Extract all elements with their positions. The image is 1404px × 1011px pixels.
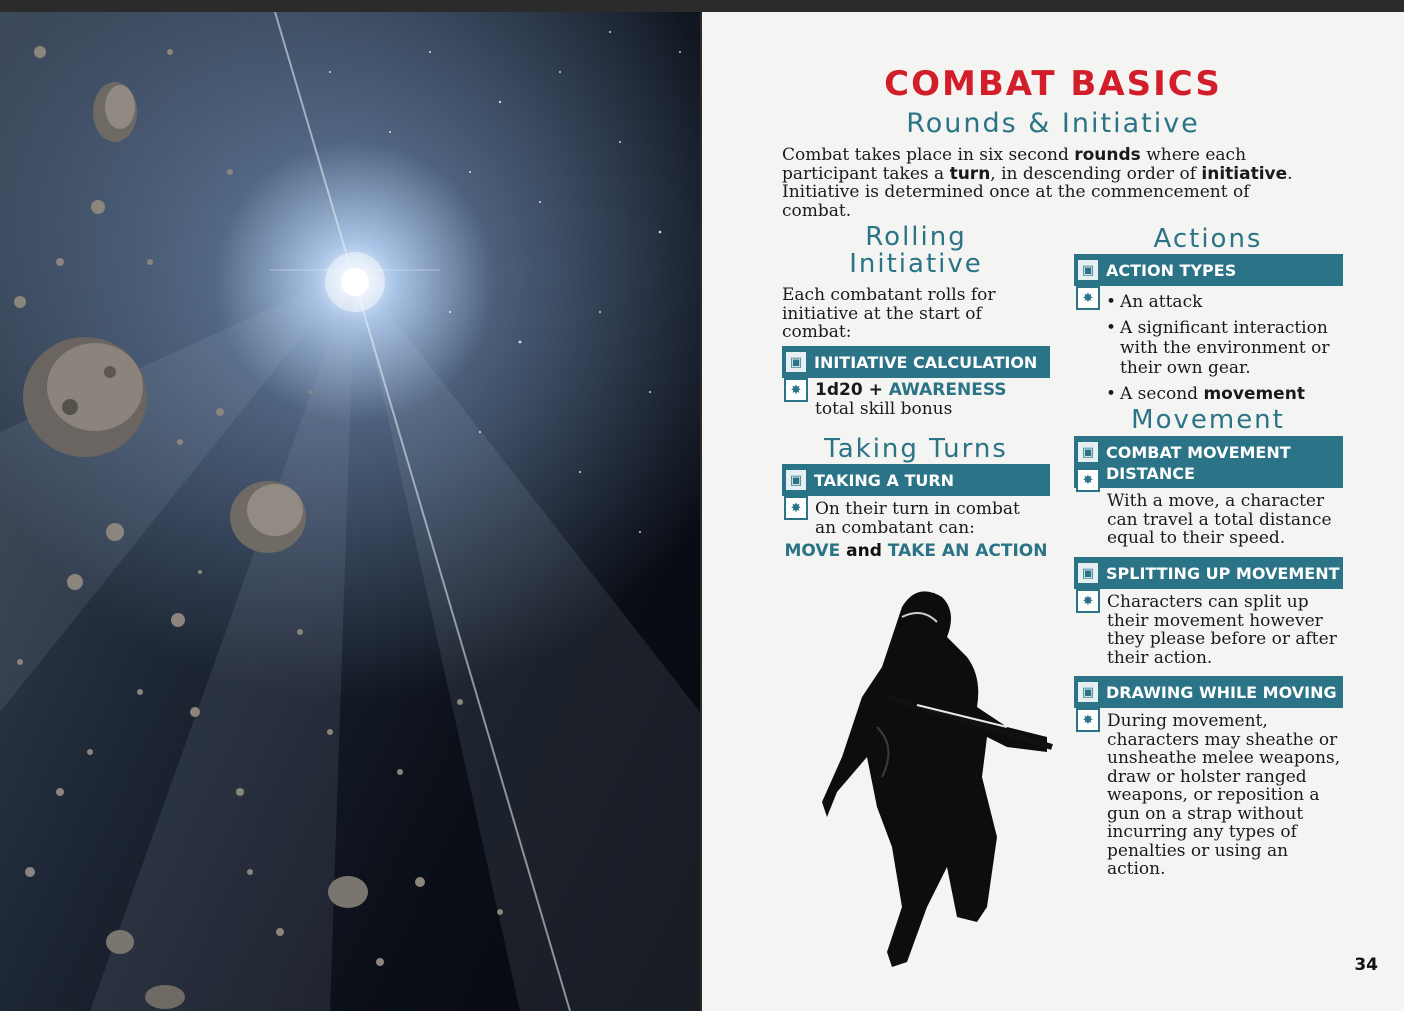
drawing-while-moving-banner: DRAWING WHILE MOVING — [1074, 676, 1343, 708]
burst-icon: ✸ — [784, 496, 808, 520]
asteroid — [93, 82, 137, 142]
soldier-illustration — [807, 577, 1057, 977]
list-item-term: movement — [1203, 384, 1305, 404]
section-heading-actions: Actions — [1153, 224, 1263, 254]
splitting-movement-text: Characters can split up their movement however they please before or after their action. — [1107, 592, 1337, 668]
list-item: • An attack — [1104, 292, 1344, 312]
banner-line: COMBAT MOVEMENT — [1106, 443, 1291, 462]
section-heading-rolling-initiative — [782, 224, 1050, 278]
intro-term-rounds: rounds — [1074, 145, 1141, 165]
initiative-calculation-banner: INITIATIVE CALCULATION — [782, 346, 1050, 378]
asteroid-field-illustration — [0, 12, 700, 1011]
asteroid — [230, 481, 306, 553]
combat-movement-distance-banner — [1074, 436, 1343, 488]
page-number: 34 — [1354, 955, 1378, 975]
dice-icon: ▣ — [1076, 680, 1100, 704]
list-item-text: A second — [1120, 384, 1204, 404]
burst-icon: ✸ — [1076, 286, 1100, 310]
initiative-formula — [815, 381, 1045, 418]
intro-paragraph — [782, 146, 1322, 220]
list-item — [1104, 384, 1344, 404]
list-item: • A significant interaction with the environment or their own gear. — [1104, 318, 1344, 378]
action-types-banner: ACTION TYPES — [1074, 254, 1343, 286]
action-types-list — [1104, 292, 1344, 404]
taking-turn-text: On their turn in combat an combatant can: — [815, 499, 1020, 538]
formula-skill: AWARENESS — [888, 380, 1007, 400]
splitting-up-movement-banner: SPLITTING UP MOVEMENT — [1074, 557, 1343, 589]
burst-icon: ✸ — [1076, 708, 1100, 732]
dice-icon: ▣ — [1076, 258, 1100, 282]
action-term: TAKE AN ACTION — [887, 541, 1048, 561]
rolling-text: Each combatant rolls for initiative at the start of combat: — [782, 285, 996, 342]
formula-rest: total skill bonus — [815, 398, 953, 419]
dice-icon: ▣ — [784, 350, 808, 374]
formula-plus: + — [862, 380, 889, 400]
intro-text: where each participant takes a — [782, 145, 1247, 184]
dice-icon: ▣ — [1076, 440, 1100, 464]
movement-distance-text: With a move, a character can travel a total distance equal to their speed. — [1107, 491, 1332, 548]
section-heading-rounds: Rounds & Initiative — [906, 108, 1200, 139]
drawing-while-moving-text: During movement, characters may sheathe or unsheathe melee weapons, draw or holster ranged weapons, or reposition a gun on a strap without incurring any types of penalties or using an action. — [1107, 711, 1341, 879]
and-word: and — [846, 541, 882, 561]
intro-term-turn: turn — [949, 163, 991, 184]
dice-icon: ▣ — [1076, 561, 1100, 585]
burst-icon: ✸ — [1076, 468, 1100, 492]
move-term: MOVE — [784, 541, 841, 561]
move-and-action-line — [782, 541, 1050, 561]
formula-dice: 1d20 — [815, 380, 863, 400]
asteroid — [23, 337, 147, 457]
asteroid-field-art — [0, 12, 700, 1011]
heading-line: Initiative — [849, 249, 983, 279]
intro-term-initiative: initiative — [1201, 163, 1288, 184]
page-title: COMBAT BASICS — [884, 64, 1222, 104]
banner-line: DISTANCE — [1106, 464, 1195, 483]
dice-icon: ▣ — [784, 468, 808, 492]
burst-icon: ✸ — [784, 378, 808, 402]
heading-line: Rolling — [865, 222, 967, 252]
intro-text: Combat takes place in six second — [782, 145, 1075, 165]
section-heading-movement: Movement — [1131, 405, 1285, 435]
intro-text: , in descending order of — [990, 163, 1202, 184]
section-heading-taking-turns: Taking Turns — [824, 434, 1008, 464]
intro-text: . Initiative is determined once at the commencement of combat. — [782, 163, 1293, 221]
burst-icon: ✸ — [1076, 589, 1100, 613]
viewer-top-bar — [0, 0, 1404, 12]
rulebook-page — [702, 12, 1404, 1011]
taking-a-turn-banner: TAKING A TURN — [782, 464, 1050, 496]
